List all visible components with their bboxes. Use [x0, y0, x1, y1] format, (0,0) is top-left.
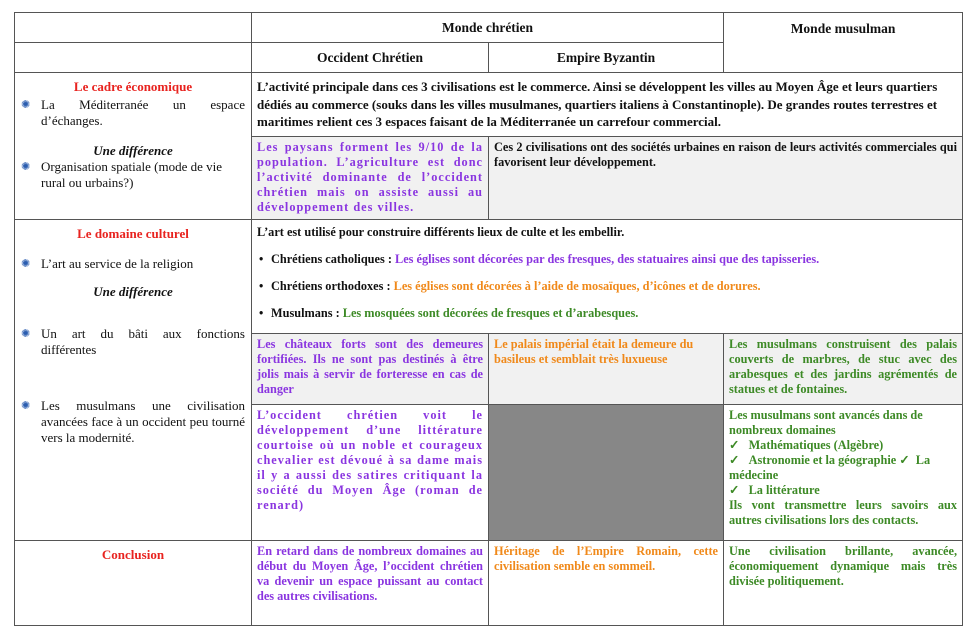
- bati-occident: Les châteaux forts sont des demeures fortifiées. Ils ne sont pas destinés à être jolis mais à servir de forteresse en cas de danger: [252, 334, 489, 404]
- economique-title: Le cadre économique: [73, 79, 193, 95]
- economique-occident: Les paysans forment les 9/10 de la population. L’agriculture est donc l’activité dominante de l’occident chrétien mais on assiste aussi au développement des villes.: [252, 137, 489, 219]
- header-occident: Occident Chrétien: [252, 43, 489, 73]
- musulman-avances: Les musulmans sont avancés dans de nombreux domaines ✓ Mathématiques (Algèbre) ✓ Astronomie et la géographie ✓ La médecine ✓ La littérature Ils vont transmettre leurs savoirs aux autres civilisations lors des contacts.: [724, 404, 963, 541]
- art-orthodoxes: • Chrétiens orthodoxes : Les églises sont décorées à l’aide de mosaïques, d’icônes et de dorures.: [259, 278, 761, 293]
- corner-cell-2: [15, 43, 252, 73]
- header-byzance: Empire Byzantin: [489, 43, 724, 73]
- economique-common: L’activité principale dans ces 3 civilisations est le commerce. Ainsi se développent les villes au Moyen Âge et leurs quartiers dédiés au commerce (souks dans les villes musulmanes, quartiers italiens à Constantinople). De grandes routes terrestres et maritimes relient ces 3 espaces faisant de la Méditerranée un carrefour commercial.: [252, 73, 963, 137]
- check-icon: ✓: [729, 437, 740, 452]
- comparison-table: [14, 12, 963, 626]
- bullet-star-icon: ✺: [21, 399, 31, 412]
- corner-cell: [15, 13, 252, 43]
- section-culturel: [15, 219, 252, 541]
- bullet-star-icon: ✺: [21, 161, 31, 174]
- section-economique: [15, 73, 252, 219]
- check-icon: ✓: [899, 452, 910, 467]
- conclusion-musulman: Une civilisation brillante, avancée, économiquement dynamique mais très divisée politiquement.: [724, 541, 963, 626]
- check-icon: ✓: [729, 452, 740, 467]
- economique-difference: Une différence: [93, 143, 173, 159]
- art-intro: L’art est utilisé pour construire différents lieux de culte et les embellir.: [257, 224, 625, 239]
- culturel-point-3: ✺ Les musulmans une civilisation avancées face à un occident peu tourné vers la modernité.: [21, 397, 245, 445]
- economique-point-1: ✺ La Méditerranée un espace d’échanges.: [21, 97, 245, 129]
- culturel-art: [252, 219, 963, 334]
- section-conclusion: [15, 541, 252, 626]
- litterature-occident: L’occident chrétien voit le développement d’une littérature courtoise où un noble et courageux chevalier est dévoué à sa dame mais il y a aussi des satires critiquant la société du Moyen Âge (roman de renard): [252, 404, 489, 541]
- empty-dark-cell: [489, 404, 724, 541]
- art-catholiques: • Chrétiens catholiques : Les églises sont décorées par des fresques, des statuaires ainsi que des tapisseries.: [259, 251, 820, 266]
- conclusion-occident: En retard dans de nombreux domaines au début du Moyen Âge, l’occident chrétien va devenir un espace puissant au contact des autres civilisations.: [252, 541, 489, 626]
- culturel-point-1: ✺ L’art au service de la religion: [21, 255, 194, 271]
- bati-musulman: Les musulmans construisent des palais couverts de marbres, de stuc avec des arabesques et des jardins agrémentés de statues et de fontaines.: [724, 334, 963, 404]
- bullet-star-icon: ✺: [21, 257, 31, 270]
- culturel-point-2: ✺ Un art du bâti aux fonctions différentes: [21, 325, 245, 357]
- bullet-star-icon: ✺: [21, 327, 31, 340]
- culturel-title: Le domaine culturel: [77, 225, 189, 241]
- economique-others: Ces 2 civilisations ont des sociétés urbaines en raison de leurs activités commerciales qui favorisent leur développement.: [489, 137, 963, 219]
- bati-byzance: Le palais impérial était la demeure du basileus et semblait très luxueuse: [489, 334, 724, 404]
- economique-point-2: ✺ Organisation spatiale (mode de vie rural ou urbains?): [21, 159, 222, 191]
- check-icon: ✓: [729, 482, 740, 497]
- bullet-star-icon: ✺: [21, 99, 31, 112]
- header-monde-musulman: Monde musulman: [724, 13, 963, 73]
- culturel-difference: Une différence: [93, 283, 173, 299]
- header-monde-chretien: Monde chrétien: [252, 13, 724, 43]
- art-musulmans: • Musulmans : Les mosquées sont décorées de fresques et d’arabesques.: [259, 305, 639, 320]
- conclusion-title: Conclusion: [101, 547, 165, 563]
- conclusion-byzance: Héritage de l’Empire Romain, cette civilisation semble en sommeil.: [489, 541, 724, 626]
